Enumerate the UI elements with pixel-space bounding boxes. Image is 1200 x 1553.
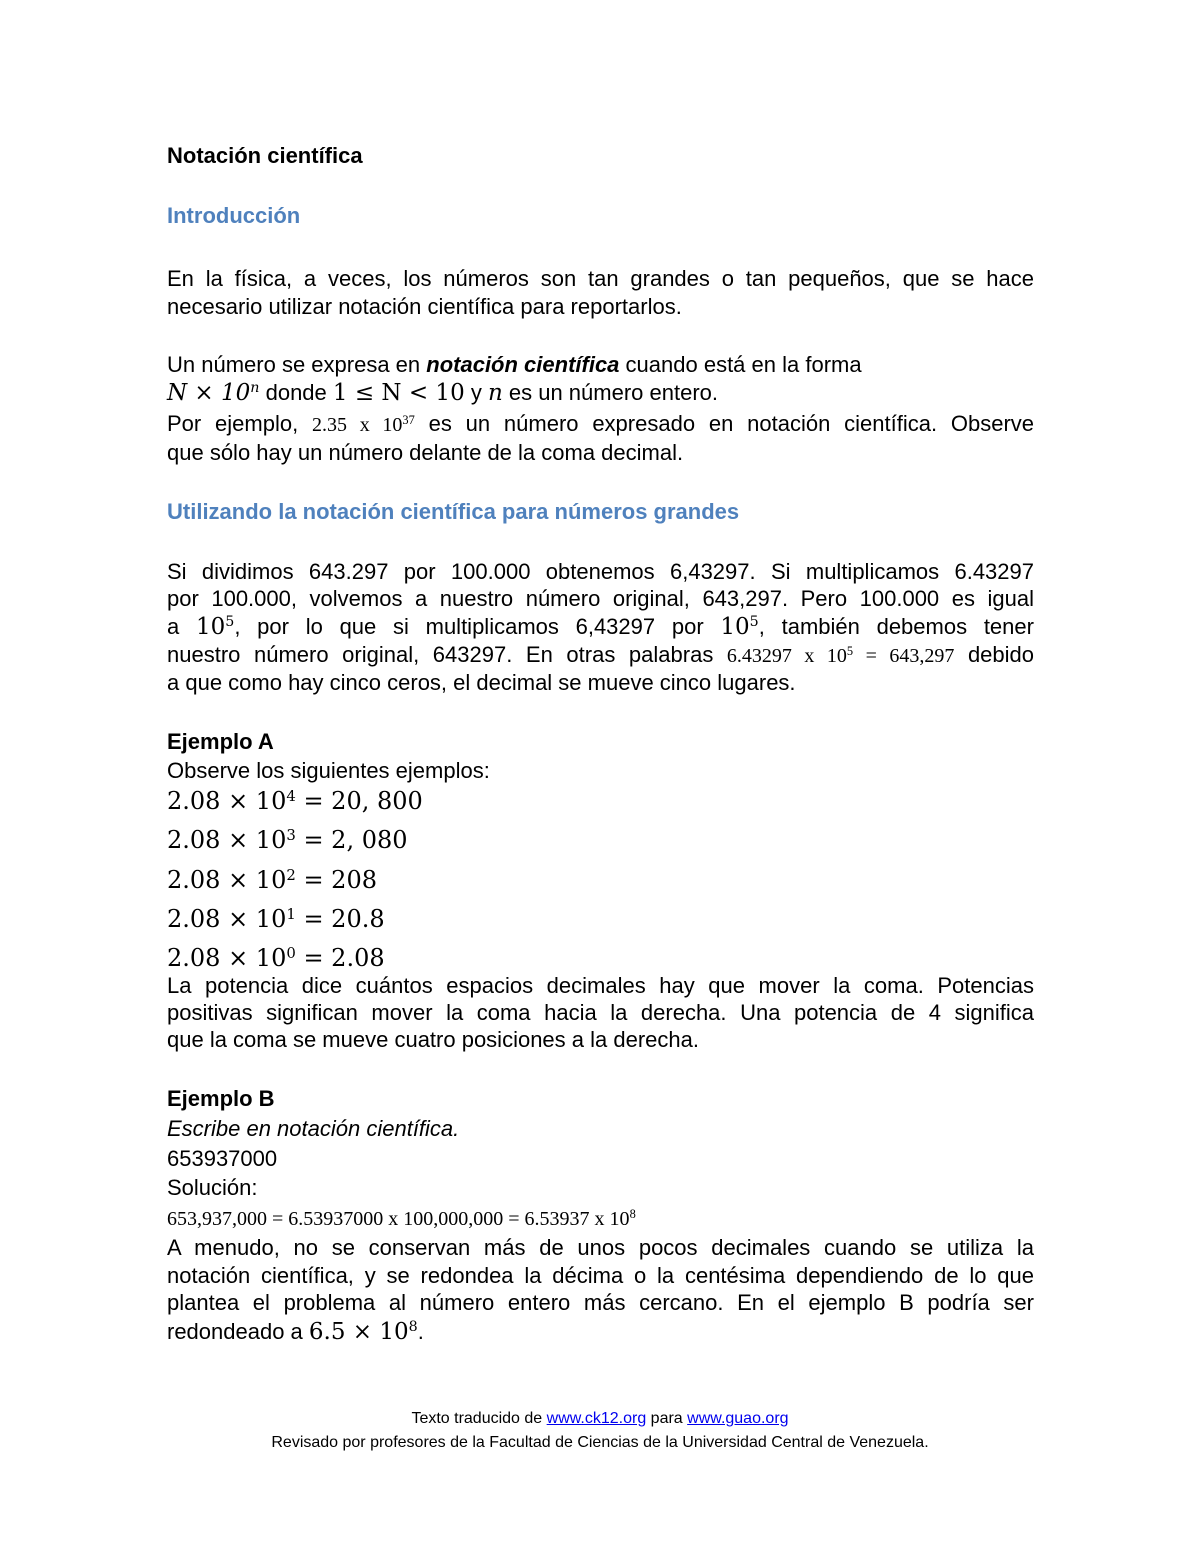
form-y: y <box>464 380 488 405</box>
ejemplo-b-heading: Ejemplo B <box>167 1086 275 1111</box>
ejemplo-a-line-1: La potencia dice cuántos espacios decimales hay que mover la coma. Potencias <box>167 973 1034 998</box>
equation-2 <box>167 826 408 854</box>
large-line-3-c: , también debemos tener <box>758 614 1034 639</box>
equation-result: = 208 <box>295 866 377 894</box>
definition-line <box>167 351 862 379</box>
solution-base: 653,937,000 = 6.53937000 x 100,000,000 = 6.53937 x 10 <box>167 1208 630 1230</box>
ejemplo-a-line-3: que la coma se mueve cuatro posiciones a la derecha. <box>167 1027 699 1052</box>
large-line-1: Si dividimos 643.297 por 100.000 obtenemos 6,43297. Si multiplicamos 6.43297 <box>167 559 1034 584</box>
equation-base: 2.08 × 10 <box>167 787 287 815</box>
definition-text-b: cuando está en la forma <box>625 352 862 377</box>
footer-text-a: Texto traducido de <box>411 1410 547 1427</box>
equation-exponent: 2 <box>286 865 296 884</box>
math-result: = 643,297 <box>853 645 955 667</box>
equation-3 <box>167 866 377 894</box>
ejemplo-b-line-4 <box>167 1318 424 1346</box>
equation-exponent: 1 <box>286 904 296 923</box>
form-exponent: n <box>250 380 260 397</box>
math-base: 6.5 × 10 <box>308 1319 409 1345</box>
large-line-3-math-2 <box>720 614 758 640</box>
form-condition: 1 ≤ N < 10 <box>332 380 465 406</box>
equation-1 <box>167 787 423 815</box>
ejemplo-b-line-2: notación científica, y se redondea la décima o la centésima dependiendo de lo que <box>167 1263 1034 1288</box>
ejemplo-b-number: 653937000 <box>167 1146 278 1171</box>
large-line-3-math-1 <box>196 614 234 640</box>
footer-text-b: para <box>646 1410 688 1427</box>
equation-base: 2.08 × 10 <box>167 944 287 972</box>
definition-term: notación científica <box>426 352 620 377</box>
ejemplo-b-line-4-math <box>309 1319 418 1345</box>
footer-line-1 <box>0 1408 1200 1430</box>
example-line-1 <box>167 410 1034 439</box>
example-math <box>312 414 415 436</box>
solution-exponent: 8 <box>629 1207 636 1222</box>
large-line-3-b: , por lo que si multiplicamos 6,43297 por <box>234 614 704 639</box>
math-exponent: 5 <box>749 614 759 631</box>
equation-result: = 2.08 <box>295 944 385 972</box>
example-text-b: es un número expresado en notación científica. Observe <box>428 411 1035 436</box>
example-text-a: Por ejemplo, <box>167 411 313 436</box>
equation-base: 2.08 × 10 <box>167 826 287 854</box>
form-donde: donde <box>259 380 333 405</box>
form-tail: es un número entero. <box>502 380 719 405</box>
equation-base: 2.08 × 10 <box>167 905 287 933</box>
large-numbers-heading: Utilizando la notación científica para números grandes <box>167 499 740 524</box>
equation-5 <box>167 944 385 972</box>
definition-text-a: Un número se expresa en <box>167 352 427 377</box>
large-line-4-b: debido <box>954 642 1035 667</box>
example-math-base: 2.35 x 10 <box>312 414 403 436</box>
equation-result: = 20, 800 <box>295 787 423 815</box>
large-line-3-a: a <box>167 614 180 639</box>
large-line-5: a que como hay cinco ceros, el decimal se mueve cinco lugares. <box>167 670 796 695</box>
ejemplo-b-instruction: Escribe en notación científica. <box>167 1116 460 1141</box>
page-title: Notación científica <box>167 143 363 168</box>
large-line-4-math <box>727 645 954 667</box>
footer-line-2: Revisado por profesores de la Facultad de Ciencias de la Universidad Central de Venezuela. <box>271 1434 929 1451</box>
example-line-2: que sólo hay un número delante de la coma decimal. <box>167 440 684 465</box>
intro-heading: Introducción <box>167 203 301 228</box>
form-n: n <box>487 380 503 406</box>
large-line-3 <box>167 613 1034 641</box>
ejemplo-b-line-3: plantea el problema al número entero más cercano. En el ejemplo B podría ser <box>167 1290 1034 1315</box>
math-exponent: 5 <box>846 644 854 659</box>
ejemplo-b-solution <box>167 1205 636 1233</box>
math-base: 10 <box>720 614 750 640</box>
equation-base: 2.08 × 10 <box>167 866 287 894</box>
example-math-exponent: 37 <box>402 413 415 428</box>
guao-link[interactable]: www.guao.org <box>687 1410 789 1427</box>
ejemplo-b-line-1: A menudo, no se conservan más de unos pocos decimales cuando se utiliza la <box>167 1235 1034 1260</box>
intro-paragraph-line-1: En la física, a veces, los números son tan grandes o tan pequeños, que se hace <box>167 266 1034 291</box>
ck12-link[interactable]: www.ck12.org <box>546 1410 647 1427</box>
equation-result: = 20.8 <box>295 905 385 933</box>
ejemplo-b-solution-label: Solución: <box>167 1175 258 1200</box>
form-base: N × 10 <box>167 380 251 406</box>
ejemplo-b-line-4-b: . <box>417 1319 424 1344</box>
ejemplo-a-heading: Ejemplo A <box>167 729 274 754</box>
form-math <box>167 380 259 406</box>
large-line-4 <box>167 641 1034 670</box>
form-line <box>167 379 718 407</box>
equation-exponent: 0 <box>286 943 296 962</box>
equation-4 <box>167 905 385 933</box>
math-base: 6.43297 x 10 <box>726 645 847 667</box>
large-line-2: por 100.000, volvemos a nuestro número original, 643,297. Pero 100.000 es igual <box>167 586 1034 611</box>
math-base: 10 <box>195 614 226 640</box>
ejemplo-b-line-4-a: redondeado a <box>167 1319 309 1344</box>
math-exponent: 8 <box>408 1319 418 1336</box>
ejemplo-a-line-2: positivas significan mover la coma hacia la derecha. Una potencia de 4 significa <box>167 1000 1034 1025</box>
large-line-4-a: nuestro número original, 643297. En otras palabras <box>167 642 727 667</box>
math-exponent: 5 <box>225 614 235 631</box>
equation-exponent: 3 <box>286 825 296 844</box>
equation-result: = 2, 080 <box>295 826 408 854</box>
equation-exponent: 4 <box>286 786 296 805</box>
ejemplo-a-intro: Observe los siguientes ejemplos: <box>167 758 490 783</box>
intro-paragraph-line-2: necesario utilizar notación científica para reportarlos. <box>167 294 682 319</box>
